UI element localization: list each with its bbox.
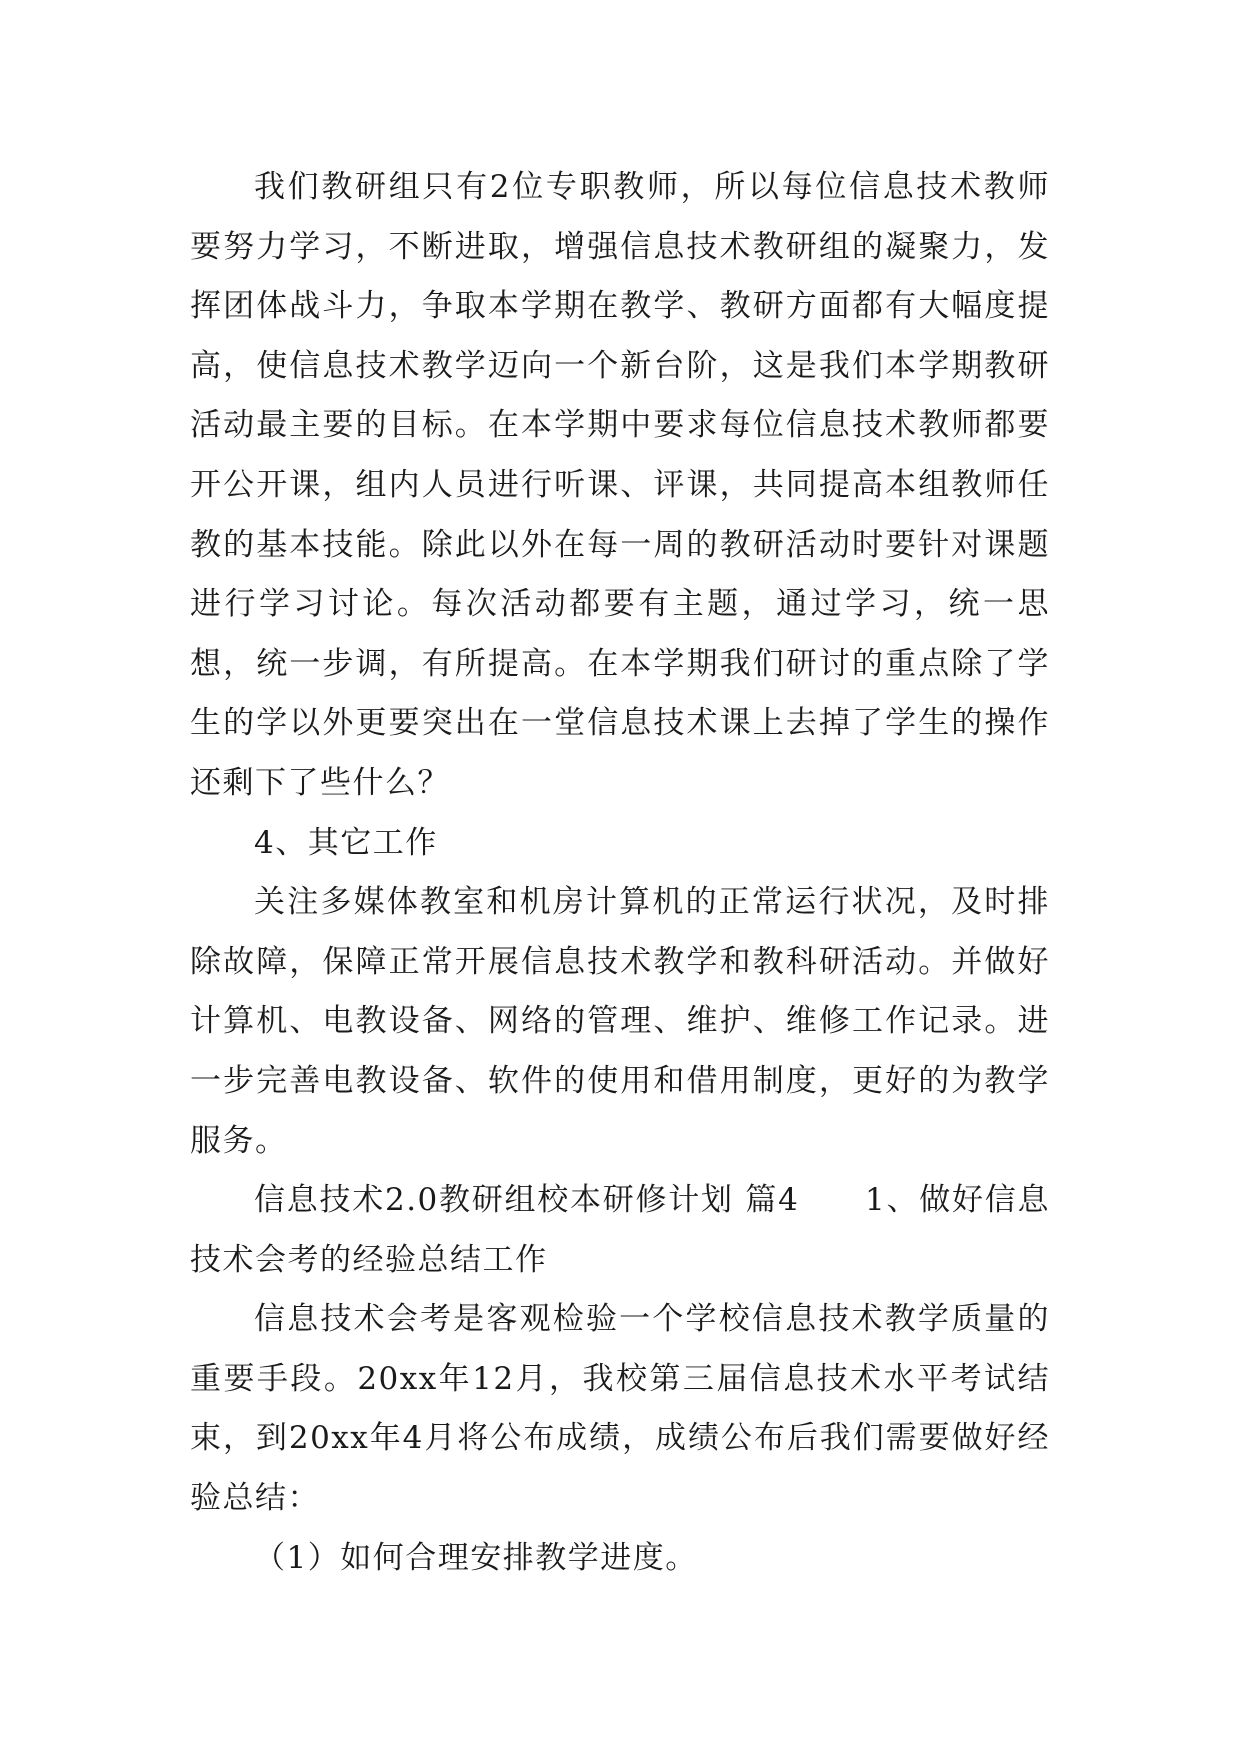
paragraph-exam-summary: 信息技术会考是客观检验一个学校信息技术教学质量的重要手段。20xx年12月，我校第三届信息技术水平考试结束，到20xx年4月将公布成绩，成绩公布后我们需要做好经验总结： [190, 1301, 1050, 1517]
section-heading-other-work: 4、其它工作 [254, 824, 438, 861]
paragraph-teaching-research: 我们教研组只有2位专职教师，所以每位信息技术教师要努力学习，不断进取，增强信息技术教研组的凝聚力，发挥团体战斗力，争取本学期在教学、教研方面都有大幅度提高，使信息技术教学迈向一个新台阶，这是我们本学期教研活动最主要的目标。在本学期中要求每位信息技术教师都要开公开课，组内人员进行听课、评课，共同提高本组教师任教的基本技能。除此以外在每一周的教研活动时要针对课题进行学习讨论。每次活动都要有主题，通过学习，统一思想，统一步调，有所提高。在本学期我们研讨的重点除了学生的学以外更要突出在一堂信息技术课上去掉了学生的操作还剩下了些什么？ [190, 169, 1050, 801]
paragraph-equipment-maintenance: 关注多媒体教室和机房计算机的正常运行状况，及时排除故障，保障正常开展信息技术教学和教科研活动。并做好计算机、电教设备、网络的管理、维护、维修工作记录。进一步完善电教设备、软件的使用和借用制度，更好的为教学服务。 [190, 884, 1050, 1159]
list-item-teaching-progress: （1）如何合理安排教学进度。 [254, 1539, 698, 1576]
document-body [190, 158, 1050, 1588]
paragraph-plan-title: 信息技术2.0教研组校本研修计划 篇4 1、做好信息技术会考的经验总结工作 [190, 1182, 1050, 1278]
